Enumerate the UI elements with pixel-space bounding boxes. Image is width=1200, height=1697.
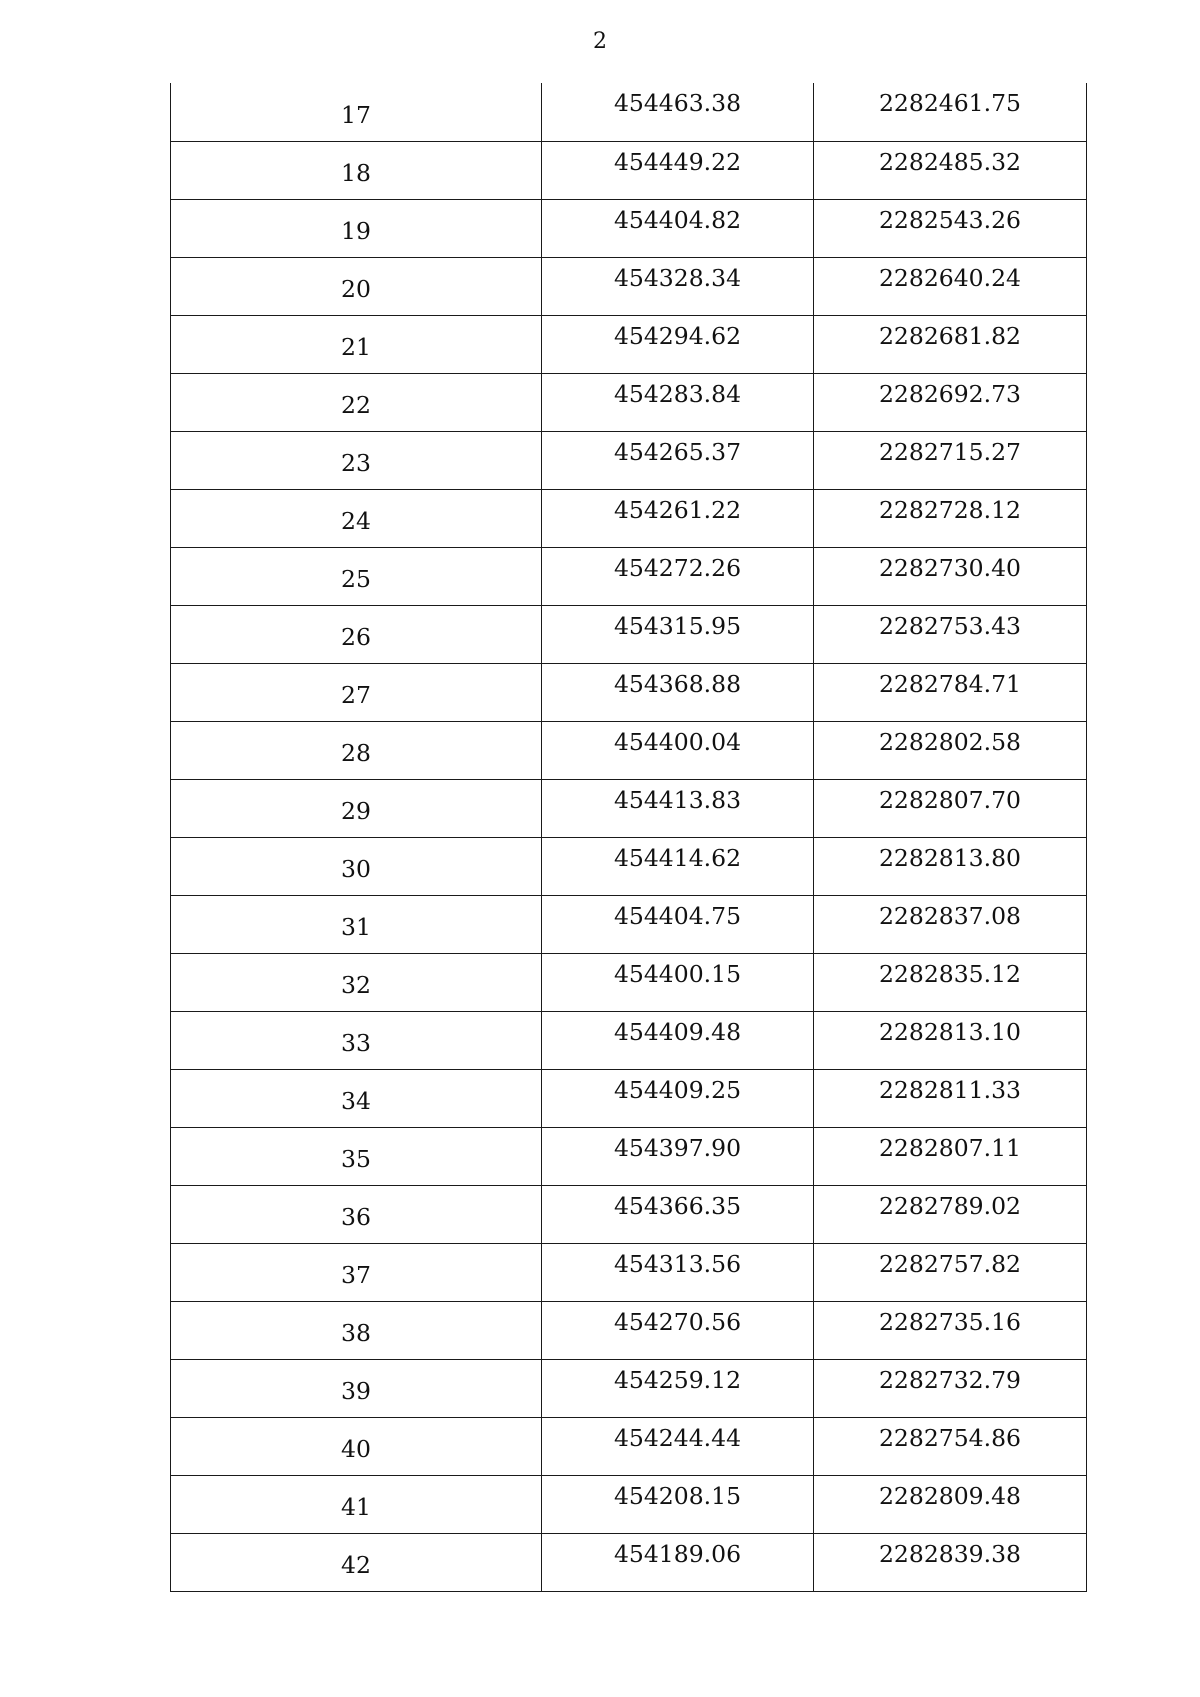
x-coordinate-cell: 454244.44 [542, 1417, 814, 1475]
point-number-cell: 28 [171, 721, 542, 779]
table-row [171, 1127, 1087, 1185]
point-number-cell: 22 [171, 373, 542, 431]
point-number-cell: 24 [171, 489, 542, 547]
point-number-cell: 31 [171, 895, 542, 953]
point-number-cell: 41 [171, 1475, 542, 1533]
table-row [171, 663, 1087, 721]
x-coordinate-cell: 454414.62 [542, 837, 814, 895]
point-number-cell: 26 [171, 605, 542, 663]
y-coordinate-cell: 2282811.33 [814, 1069, 1087, 1127]
table-row [171, 199, 1087, 257]
table-row [171, 315, 1087, 373]
x-coordinate-cell: 454283.84 [542, 373, 814, 431]
y-coordinate-cell: 2282784.71 [814, 663, 1087, 721]
x-coordinate-cell: 454261.22 [542, 489, 814, 547]
y-coordinate-cell: 2282732.79 [814, 1359, 1087, 1417]
table-row [171, 1301, 1087, 1359]
x-coordinate-cell: 454449.22 [542, 141, 814, 199]
x-coordinate-cell: 454409.48 [542, 1011, 814, 1069]
x-coordinate-cell: 454413.83 [542, 779, 814, 837]
table-row [171, 837, 1087, 895]
table-row [171, 1243, 1087, 1301]
point-number-cell: 25 [171, 547, 542, 605]
table-row [171, 431, 1087, 489]
x-coordinate-cell: 454404.82 [542, 199, 814, 257]
x-coordinate-cell: 454328.34 [542, 257, 814, 315]
x-coordinate-cell: 454208.15 [542, 1475, 814, 1533]
y-coordinate-cell: 2282839.38 [814, 1533, 1087, 1591]
table-row [171, 779, 1087, 837]
y-coordinate-cell: 2282802.58 [814, 721, 1087, 779]
point-number-cell: 17 [171, 83, 542, 141]
point-number-cell: 35 [171, 1127, 542, 1185]
x-coordinate-cell: 454315.95 [542, 605, 814, 663]
table-row [171, 1417, 1087, 1475]
table-row [171, 1185, 1087, 1243]
point-number-cell: 36 [171, 1185, 542, 1243]
x-coordinate-cell: 454313.56 [542, 1243, 814, 1301]
y-coordinate-cell: 2282757.82 [814, 1243, 1087, 1301]
y-coordinate-cell: 2282807.70 [814, 779, 1087, 837]
x-coordinate-cell: 454368.88 [542, 663, 814, 721]
y-coordinate-cell: 2282681.82 [814, 315, 1087, 373]
x-coordinate-cell: 454265.37 [542, 431, 814, 489]
table-row [171, 895, 1087, 953]
x-coordinate-cell: 454400.15 [542, 953, 814, 1011]
point-number-cell: 42 [171, 1533, 542, 1591]
x-coordinate-cell: 454366.35 [542, 1185, 814, 1243]
x-coordinate-cell: 454270.56 [542, 1301, 814, 1359]
y-coordinate-cell: 2282640.24 [814, 257, 1087, 315]
table-row [171, 721, 1087, 779]
x-coordinate-cell: 454400.04 [542, 721, 814, 779]
table-row [171, 1069, 1087, 1127]
y-coordinate-cell: 2282461.75 [814, 83, 1087, 141]
page-number: 2 [593, 29, 607, 54]
y-coordinate-cell: 2282728.12 [814, 489, 1087, 547]
point-number-cell: 19 [171, 199, 542, 257]
y-coordinate-cell: 2282813.10 [814, 1011, 1087, 1069]
table-row [171, 1533, 1087, 1591]
y-coordinate-cell: 2282485.32 [814, 141, 1087, 199]
table-row [171, 141, 1087, 199]
x-coordinate-cell: 454259.12 [542, 1359, 814, 1417]
point-number-cell: 33 [171, 1011, 542, 1069]
point-number-cell: 21 [171, 315, 542, 373]
table-row [171, 489, 1087, 547]
x-coordinate-cell: 454463.38 [542, 83, 814, 141]
table-row [171, 547, 1087, 605]
table-row [171, 373, 1087, 431]
table-body [171, 83, 1087, 1591]
table-row [171, 257, 1087, 315]
x-coordinate-cell: 454409.25 [542, 1069, 814, 1127]
table-row [171, 1475, 1087, 1533]
x-coordinate-cell: 454294.62 [542, 315, 814, 373]
coordinates-table [170, 83, 1087, 1592]
point-number-cell: 29 [171, 779, 542, 837]
y-coordinate-cell: 2282735.16 [814, 1301, 1087, 1359]
point-number-cell: 38 [171, 1301, 542, 1359]
x-coordinate-cell: 454272.26 [542, 547, 814, 605]
y-coordinate-cell: 2282730.40 [814, 547, 1087, 605]
x-coordinate-cell: 454397.90 [542, 1127, 814, 1185]
y-coordinate-cell: 2282753.43 [814, 605, 1087, 663]
point-number-cell: 40 [171, 1417, 542, 1475]
y-coordinate-cell: 2282813.80 [814, 837, 1087, 895]
point-number-cell: 23 [171, 431, 542, 489]
point-number-cell: 18 [171, 141, 542, 199]
x-coordinate-cell: 454189.06 [542, 1533, 814, 1591]
table-row [171, 953, 1087, 1011]
x-coordinate-cell: 454404.75 [542, 895, 814, 953]
y-coordinate-cell: 2282543.26 [814, 199, 1087, 257]
point-number-cell: 37 [171, 1243, 542, 1301]
y-coordinate-cell: 2282837.08 [814, 895, 1087, 953]
y-coordinate-cell: 2282692.73 [814, 373, 1087, 431]
table-row [171, 83, 1087, 141]
point-number-cell: 30 [171, 837, 542, 895]
point-number-cell: 32 [171, 953, 542, 1011]
y-coordinate-cell: 2282715.27 [814, 431, 1087, 489]
point-number-cell: 34 [171, 1069, 542, 1127]
table-row [171, 1011, 1087, 1069]
y-coordinate-cell: 2282807.11 [814, 1127, 1087, 1185]
table-row [171, 1359, 1087, 1417]
y-coordinate-cell: 2282809.48 [814, 1475, 1087, 1533]
point-number-cell: 39 [171, 1359, 542, 1417]
y-coordinate-cell: 2282835.12 [814, 953, 1087, 1011]
table-row [171, 605, 1087, 663]
point-number-cell: 27 [171, 663, 542, 721]
y-coordinate-cell: 2282754.86 [814, 1417, 1087, 1475]
point-number-cell: 20 [171, 257, 542, 315]
y-coordinate-cell: 2282789.02 [814, 1185, 1087, 1243]
